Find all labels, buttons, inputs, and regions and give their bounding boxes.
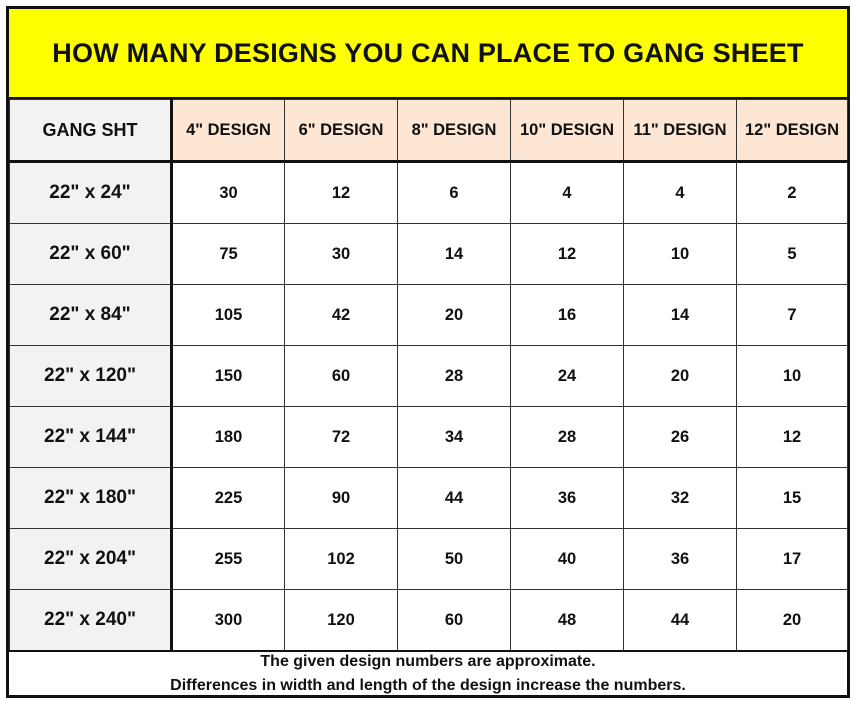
design-count-cell: 30 [172,162,285,224]
column-header: 8" DESIGN [398,100,511,162]
sheet-size-cell: 22" x 144" [10,407,172,468]
design-count-cell: 16 [511,285,624,346]
design-count-cell: 4 [624,162,737,224]
column-header: 12" DESIGN [737,100,848,162]
design-count-cell: 6 [398,162,511,224]
table-row [10,285,848,346]
design-count-cell: 150 [172,346,285,407]
table-row [10,590,848,651]
design-count-cell: 14 [624,285,737,346]
design-count-cell: 120 [285,590,398,651]
title-banner [9,9,847,99]
design-count-table [9,99,848,651]
design-count-cell: 17 [737,529,848,590]
table-header-row [10,100,848,162]
table-row [10,407,848,468]
design-count-cell: 75 [172,224,285,285]
sheet-size-cell: 22" x 240" [10,590,172,651]
design-count-cell: 30 [285,224,398,285]
corner-header: GANG SHT [10,100,172,162]
design-count-cell: 40 [511,529,624,590]
sheet-size-cell: 22" x 204" [10,529,172,590]
footnote [9,650,847,695]
design-count-cell: 28 [511,407,624,468]
design-count-cell: 44 [398,468,511,529]
design-count-cell: 90 [285,468,398,529]
design-count-cell: 105 [172,285,285,346]
column-header: 11" DESIGN [624,100,737,162]
table-row [10,529,848,590]
design-count-cell: 34 [398,407,511,468]
table-row [10,224,848,285]
sheet-size-cell: 22" x 180" [10,468,172,529]
design-count-cell: 15 [737,468,848,529]
design-count-cell: 4 [511,162,624,224]
design-count-cell: 14 [398,224,511,285]
design-count-cell: 32 [624,468,737,529]
design-count-cell: 7 [737,285,848,346]
design-count-cell: 12 [285,162,398,224]
design-count-cell: 26 [624,407,737,468]
column-header: 10" DESIGN [511,100,624,162]
design-count-cell: 42 [285,285,398,346]
column-header: 4" DESIGN [172,100,285,162]
design-count-cell: 10 [737,346,848,407]
column-header: 6" DESIGN [285,100,398,162]
design-count-cell: 60 [285,346,398,407]
page-title: HOW MANY DESIGNS YOU CAN PLACE TO GANG SHEET [52,37,804,68]
design-count-cell: 24 [511,346,624,407]
design-count-cell: 12 [511,224,624,285]
design-count-cell: 300 [172,590,285,651]
gang-sheet-chart [6,6,850,698]
table-row [10,346,848,407]
table-row [10,162,848,224]
footnote-line: Differences in width and length of the design increase the numbers. [170,676,686,694]
design-count-cell: 20 [398,285,511,346]
sheet-size-cell: 22" x 120" [10,346,172,407]
design-count-cell: 36 [511,468,624,529]
design-count-cell: 2 [737,162,848,224]
design-count-cell: 10 [624,224,737,285]
design-count-cell: 50 [398,529,511,590]
design-count-cell: 36 [624,529,737,590]
design-count-cell: 48 [511,590,624,651]
table-row [10,468,848,529]
design-count-cell: 20 [737,590,848,651]
design-count-cell: 102 [285,529,398,590]
design-count-cell: 28 [398,346,511,407]
design-count-cell: 20 [624,346,737,407]
design-count-cell: 12 [737,407,848,468]
design-count-cell: 180 [172,407,285,468]
sheet-size-cell: 22" x 84" [10,285,172,346]
design-count-cell: 5 [737,224,848,285]
design-count-cell: 225 [172,468,285,529]
design-count-cell: 72 [285,407,398,468]
footnote-line: The given design numbers are approximate. [260,652,596,670]
design-count-cell: 255 [172,529,285,590]
sheet-size-cell: 22" x 60" [10,224,172,285]
sheet-size-cell: 22" x 24" [10,162,172,224]
design-count-cell: 60 [398,590,511,651]
design-count-cell: 44 [624,590,737,651]
